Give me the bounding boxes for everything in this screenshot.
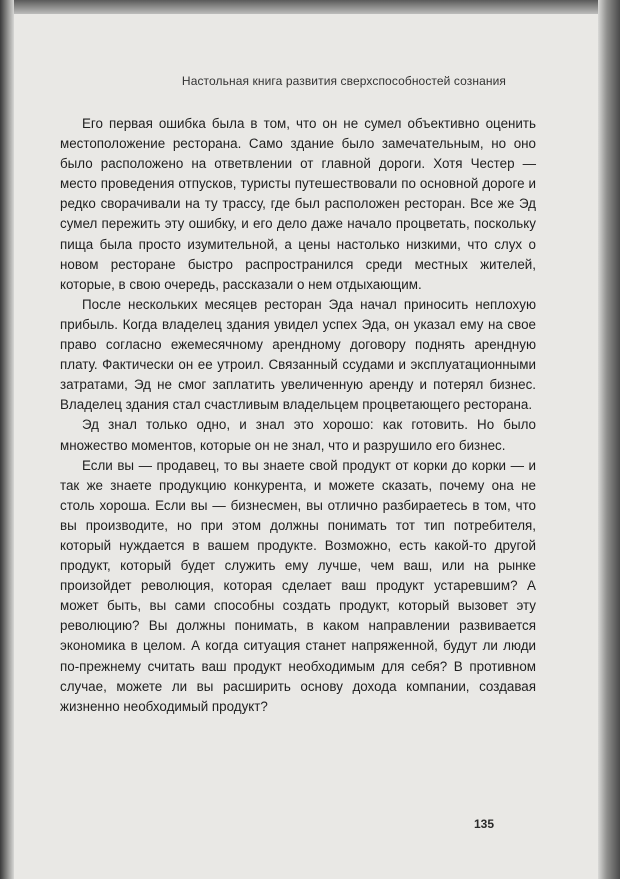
paragraph: Эд знал только одно, и знал это хорошо: как готовить. Но было множество моментов, которые он не знал, что и разрушило его бизнес. [60, 417, 536, 453]
scan-shadow-left [0, 0, 14, 879]
body-text [60, 114, 536, 717]
running-header: Настольная книга развития сверхспособностей сознания [181, 74, 506, 88]
scan-edge-right [598, 0, 620, 879]
paragraph: Если вы — продавец, то вы знаете свой продукт от корки до корки — и так же знаете продукцию конкурента, и можете сказать, почему она не столь хороша. Если вы — бизнесмен, вы отлично разбираетесь в том, что вы производите, но при этом должны понимать тот тип потребителя, который нуждается в вашем продукте. Возможно, есть какой-то другой продукт, который будет служить ему лучше, чем ваш, или на рынке произойдет революция, которая сделает ваш продукт устаревшим? А может быть, вы сами способны создать продукт, который вызовет эту революцию? Вы должны понимать, в каком направлении развивается экономика в целом. А когда ситуация станет напряженной, будут ли люди по-прежнему считать ваш продукт необходимым для себя? В противном случае, можете ли вы расширить основу дохода компании, создавая жизненно необходимый продукт? [60, 457, 536, 714]
page-number: 135 [473, 817, 494, 831]
paragraph: После нескольких месяцев ресторан Эда начал приносить неплохую прибыль. Когда владелец здания увидел успех Эда, он указал ему на свое право согласно ежемесячному арендному договору поднять арендную плату. Фактически он ее утроил. Связанный ссудами и эксплуатационными затратами, Эд не смог заплатить увеличенную аренду и потерял бизнес. Владелец здания стал счастливым владельцем процветающего ресторана. [60, 296, 536, 413]
book-page [14, 14, 598, 879]
paragraph: Его первая ошибка была в том, что он не сумел объективно оценить местоположение ресторана. Само здание было замечательным, но оно было расположено на ответвлении от главной дороги. Хотя Честер — место проведения отпусков, туристы путешествовали по основной дороге и редко сворачивали на ту трассу, где был расположен ресторан. Все же Эд сумел пережить эту ошибку, и его дело даже начало процветать, поскольку пища была просто изумительной, а цены настолько низкими, что слух о новом ресторане быстро распространился среди местных жителей, которые, в свою очередь, рассказали о нем отдыхающим. [60, 116, 536, 292]
